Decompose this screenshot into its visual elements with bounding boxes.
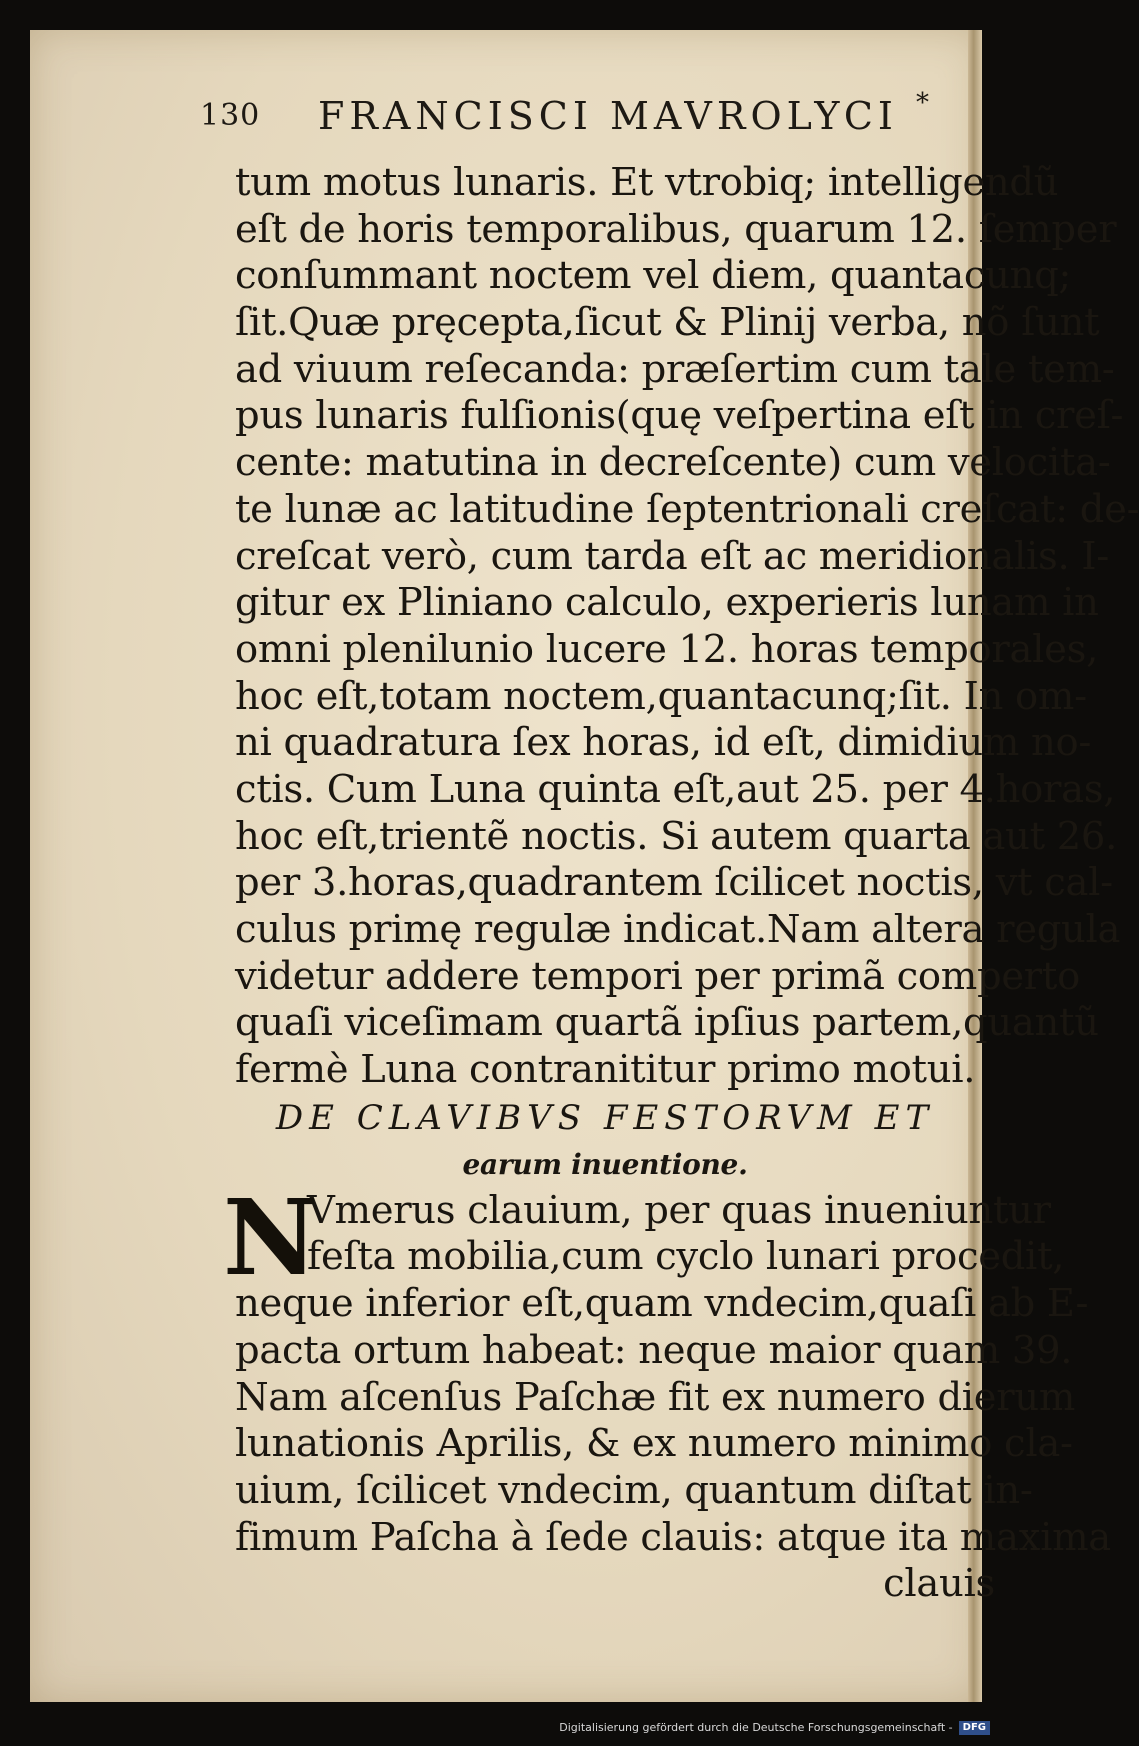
dfg-logo: DFG — [959, 1721, 990, 1735]
text-line: omni plenilunio lucere 12. horas temporales, — [235, 626, 1099, 672]
text-line: per 3.horas,quadrantem ſcilicet noctis, vt cal- — [235, 860, 1113, 906]
header-ornament: * — [916, 88, 933, 118]
text-line: conſummant noctem vel diem, quantacunq; — [235, 253, 1072, 299]
text-block — [223, 160, 1139, 1608]
text-line: gitur ex Pliniano calculo, experieris lunam in — [235, 580, 1099, 626]
paragraph-1 — [235, 160, 1139, 1094]
drop-capital: N — [223, 1175, 318, 1299]
paragraph-2-lines — [235, 1187, 1111, 1562]
text-line: eſt de horis temporalibus, quarum 12. ſemper — [235, 206, 1117, 252]
text-line: cente: matutina in decreſcente) cum velocita- — [235, 440, 1111, 486]
text-line: uium, ſcilicet vndecim, quantum diſtat in- — [235, 1467, 1033, 1513]
text-line: lunationis Aprilis, & ex numero minimo cla- — [235, 1421, 1073, 1467]
text-line: ſit.Quæ pręcepta,ſicut & Plinij verba, nõ ſunt — [235, 300, 1100, 346]
section-heading: DE CLAVIBVS FESTORVM ET — [275, 1097, 935, 1138]
running-title: FRANCISCI MAVROLYCI — [318, 94, 898, 138]
digitization-footer — [0, 1716, 1000, 1740]
footer-credit: Digitalisierung gefördert durch die Deutsche Forschungsgemeinschaft - — [559, 1721, 953, 1734]
text-line: fermè Luna contranititur primo motui. — [235, 1047, 976, 1093]
paragraph-2 — [223, 1175, 1111, 1608]
text-line: ctis. Cum Luna quinta eſt,aut 25. per 4.horas, — [235, 766, 1116, 812]
text-line: pus lunaris fulſionis(quę veſpertina eſt in creſ- — [235, 393, 1124, 439]
book-page — [30, 30, 1139, 1702]
text-line: videtur addere tempori per primã comperto — [235, 953, 1080, 999]
page-number: 130 — [200, 98, 261, 133]
text-line: quaſi viceſimam quartã ipſius partem,quantũ — [235, 1000, 1099, 1046]
text-line: Nam aſcenſus Paſchæ fit ex numero dierum — [235, 1374, 1076, 1420]
text-line: te lunæ ac latitudine ſeptentrionali creſcat: de- — [235, 486, 1139, 532]
running-header — [200, 88, 990, 148]
catchword: clauis — [883, 1561, 995, 1607]
section-subheading: earum inuentione. — [462, 1147, 748, 1181]
text-line: neque inferior eſt,quam vndecim,quaſi ab E- — [235, 1281, 1089, 1327]
text-line: fimum Paſcha à ſede clauis: atque ita maxima — [235, 1514, 1111, 1560]
text-line: Vmerus clauium, per quas inueniuntur — [307, 1187, 1051, 1233]
text-line: pacta ortum habeat: neque maior quam 39. — [235, 1327, 1073, 1373]
text-line: culus primę regulæ indicat.Nam altera regula — [235, 907, 1121, 952]
text-line: feſta mobilia,cum cyclo lunari procedit, — [307, 1234, 1065, 1280]
text-line: creſcat verò, cum tarda eſt ac meridionalis. I- — [235, 533, 1109, 579]
text-line: ni quadratura ſex horas, id eſt, dimidium no- — [235, 720, 1092, 766]
text-line: tum motus lunaris. Et vtrobiq; intelligendũ — [235, 160, 1059, 205]
text-line: ad viuum reſecanda: præſertim cum tale tem- — [235, 346, 1115, 392]
text-line: hoc eſt,trientẽ noctis. Si autem quarta aut 26. — [235, 813, 1118, 859]
text-line: hoc eſt,totam noctem,quantacunq;ſit. In om- — [235, 673, 1087, 719]
